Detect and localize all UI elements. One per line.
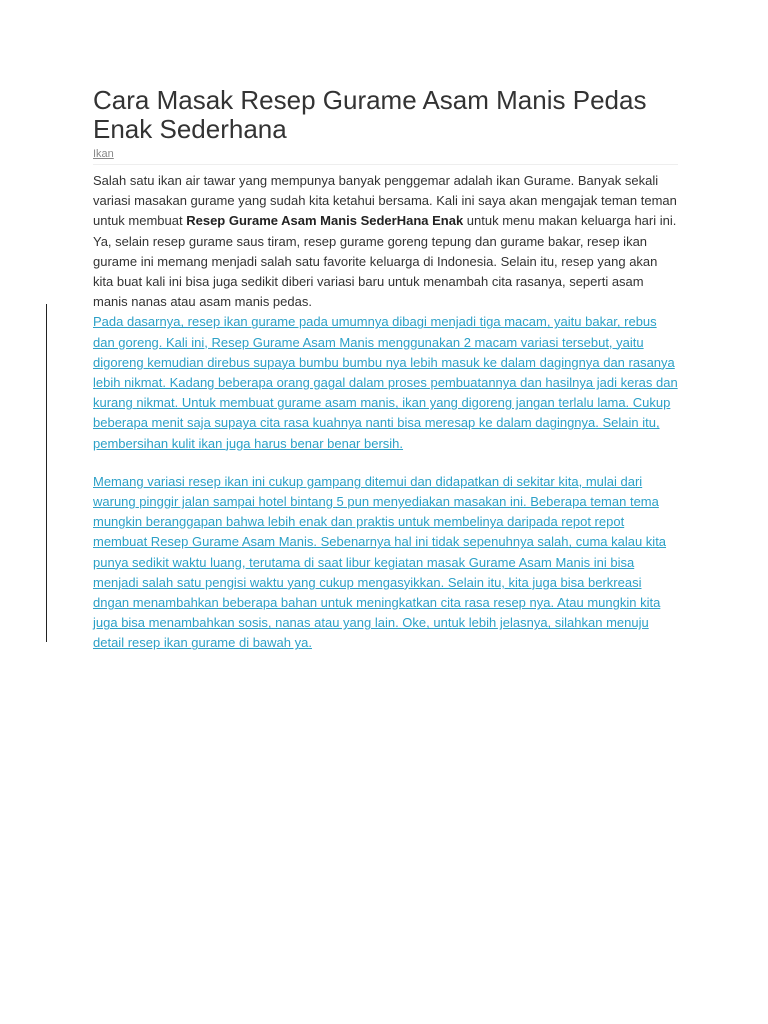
paragraph-link-2[interactable]: Memang variasi resep ikan ini cukup gampang ditemui dan didapatkan di sekitar kita, mulai dari warung pinggir jalan sampai hotel bintang 5 pun menyediakan masakan ini. Beberapa teman tema mungkin beranggapan bahwa lebih enak dan praktis untuk membelinya daripada repot repot membuat Resep Gurame Asam Manis. Sebenarnya hal ini tidak sepenuhnya salah, cuma kalau kita punya sedikit waktu luang, terutama di saat libur kegiatan masak Gurame Asam Manis ini bisa menjadi salah satu pengisi waktu yang cukup mengasyikkan. Selain itu, kita juga bisa berkreasi dngan menambahkan beberapa bahan untuk meningkatkan cita rasa resep nya. Atau mungkin kita juga bisa menambahkan sosis, nanas atau yang lain. Oke, untuk lebih jelasnya, silahkan menuju detail resep ikan gurame di bawah ya.: [93, 473, 667, 651]
intro-text-end: untuk menu makan keluarga hari ini. Ya, selain resep gurame saus tiram, resep gurame goreng tepung dan gurame bakar, resep ikan gurame ini memang menjadi salah satu favorite keluarga di Indonesia. Selain itu, resep yang akan kita buat kali ini bisa juga sedikit diberi variasi baru untuk menambah cita rasanya, seperti asam manis nanas atau asam manis pedas.: [93, 213, 677, 310]
title-divider: [93, 164, 678, 165]
intro-bold-text: Resep Gurame Asam Manis SederHana Enak: [186, 213, 464, 229]
intro-paragraph: [93, 171, 678, 312]
article: [93, 86, 678, 654]
article-title: Cara Masak Resep Gurame Asam Manis Pedas Enak Sederhana: [93, 85, 647, 144]
intro-text-start: Salah satu ikan air tawar yang mempunya banyak penggemar adalah ikan Gurame. Banyak sekali variasi masakan gurame yang sudah kita ketahui bersama. Kali ini saya akan mengajak teman teman untuk membuat: [93, 173, 677, 229]
margin-rule: [46, 304, 47, 642]
category-link[interactable]: Ikan: [93, 148, 114, 160]
paragraph-link-1[interactable]: Pada dasarnya, resep ikan gurame pada umumnya dibagi menjadi tiga macam, yaitu bakar, rebus dan goreng. Kali ini, Resep Gurame Asam Manis menggunakan 2 macam variasi tersebut, yaitu digoreng kemudian direbus supaya bumbu bumbu nya lebih masuk ke dalam dagingnya dan rasanya lebih nikmat. Kadang beberapa orang gagal dalam proses pembuatannya dan hasilnya jadi keras dan kurang nikmat. Untuk membuat gurame asam manis, ikan yang digoreng jangan terlalu lama. Cukup beberapa menit saja supaya cita rasa kuahnya nanti bisa meresap ke dalam dagingnya. Selain itu, pembersihan kulit ikan juga harus benar benar bersih.: [93, 314, 678, 451]
